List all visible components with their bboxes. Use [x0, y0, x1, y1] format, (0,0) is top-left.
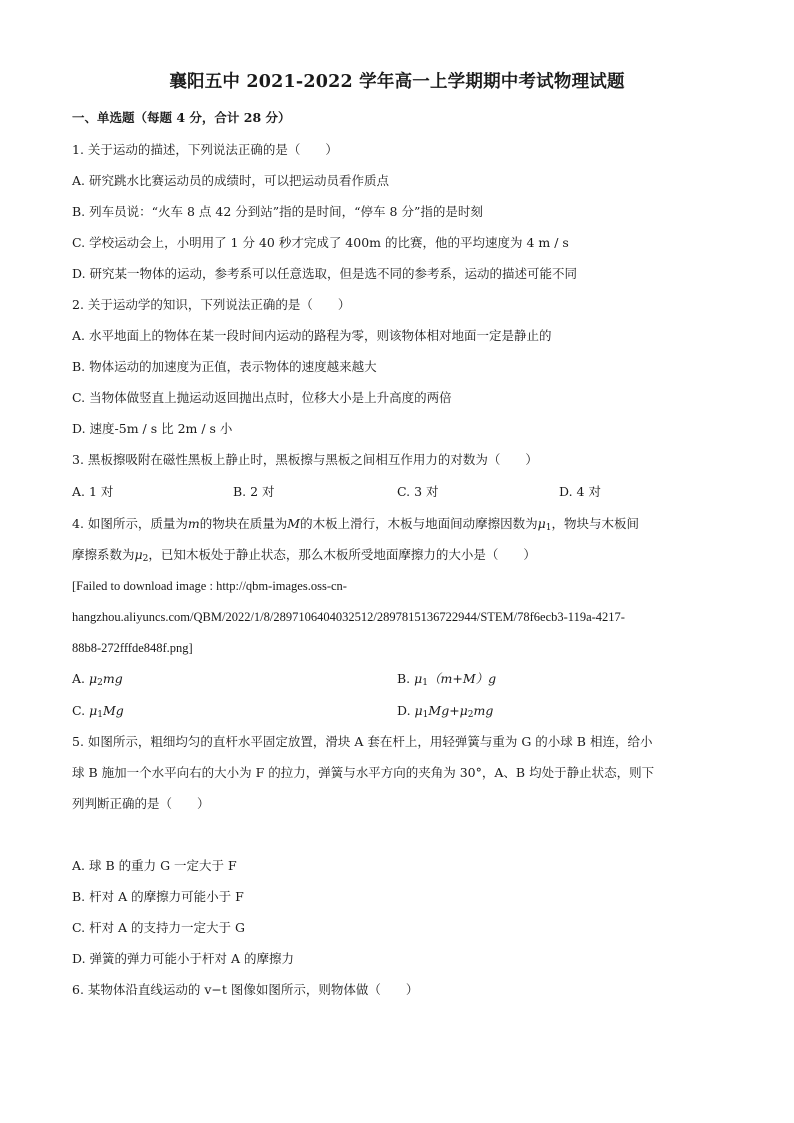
- q4-option-d: D. $\mu_1Mg+\mu_2mg$: [397, 703, 494, 720]
- q2-option-b: B. 物体运动的加速度为正值，表示物体的速度越来越大: [72, 359, 377, 374]
- failed-image-notice-3: 88b8-272fffde848f.png]: [72, 641, 193, 655]
- q4-stem-line1: 4. 如图所示，质量为m的物块在质量为M的木板上滑行，木板与地面间动摩擦因数为$\mu_1$，物块与木板间: [72, 516, 639, 533]
- q3-option-d: D. 4 对: [559, 484, 601, 499]
- page-title: 襄阳五中 2021-2022 学年高一上学期期中考试物理试题: [169, 72, 625, 92]
- q5-option-a: A. 球 B 的重力 G 一定大于 F: [72, 858, 237, 873]
- q4-option-c: C. $\mu_1Mg$: [72, 703, 124, 720]
- section-heading: 一、单选题（每题 4 分，合计 28 分）: [72, 110, 291, 125]
- q1-option-d: D. 研究某一物体的运动，参考系可以任意选取，但是选不同的参考系，运动的描述可能不同: [72, 266, 578, 281]
- q5-option-b: B. 杆对 A 的摩擦力可能小于 F: [72, 889, 244, 904]
- q4-option-a: A. $\mu_2mg$: [72, 671, 123, 688]
- q3-stem: 3. 黑板擦吸附在磁性黑板上静止时，黑板擦与黑板之间相互作用力的对数为（ ）: [72, 452, 538, 467]
- q4-stem-line2: 摩擦系数为$\mu_2$，已知木板处于静止状态，那么木板所受地面摩擦力的大小是（ ）: [72, 547, 536, 564]
- q3-option-a: A. 1 对: [72, 484, 114, 499]
- q2-option-d: D. 速度-5m / s 比 2m / s 小: [72, 421, 233, 436]
- q1-option-b: B. 列车员说：“火车 8 点 42 分到站”指的是时间，“停车 8 分”指的是时刻: [72, 204, 483, 219]
- q4-option-b: B. $\mu_1(m+M)g$: [397, 671, 497, 688]
- q5-stem-line3: 列判断正确的是（ ）: [72, 796, 210, 811]
- q5-stem-line1: 5. 如图所示，粗细均匀的直杆水平固定放置，滑块 A 套在杆上，用轻弹簧与重为 G 的小球 B 相连，给小: [72, 734, 653, 749]
- q5-option-c: C. 杆对 A 的支持力一定大于 G: [72, 920, 245, 935]
- q3-option-b: B. 2 对: [233, 484, 275, 499]
- q2-option-a: A. 水平地面上的物体在某一段时间内运动的路程为零，则该物体相对地面一定是静止的: [72, 328, 552, 343]
- q2-option-c: C. 当物体做竖直上抛运动返回抛出点时，位移大小是上升高度的两倍: [72, 390, 452, 405]
- q6-stem: 6. 某物体沿直线运动的 v−t 图像如图所示，则物体做（ ）: [72, 982, 419, 997]
- q5-option-d: D. 弹簧的弹力可能小于杆对 A 的摩擦力: [72, 951, 294, 966]
- q1-stem: 1. 关于运动的描述，下列说法正确的是（ ）: [72, 142, 338, 157]
- q1-option-a: A. 研究跳水比赛运动员的成绩时，可以把运动员看作质点: [72, 173, 389, 188]
- q5-stem-line2: 球 B 施加一个水平向右的大小为 F 的拉力，弹簧与水平方向的夹角为 30°，A、B 均处于静止状态，则下: [72, 765, 655, 780]
- q1-option-c: C. 学校运动会上，小明用了 1 分 40 秒才完成了 400m 的比赛，他的平均速度为 4 m / s: [72, 235, 569, 250]
- failed-image-notice-1: [Failed to download image : http://qbm-images.oss-cn-: [72, 579, 347, 593]
- q2-stem: 2. 关于运动学的知识，下列说法正确的是（ ）: [72, 297, 351, 312]
- q3-option-c: C. 3 对: [397, 484, 439, 499]
- failed-image-notice-2: hangzhou.aliyuncs.com/QBM/2022/1/8/2897106404032512/2897815136722944/STEM/78f6ecb3-119a-4217-: [72, 610, 625, 624]
